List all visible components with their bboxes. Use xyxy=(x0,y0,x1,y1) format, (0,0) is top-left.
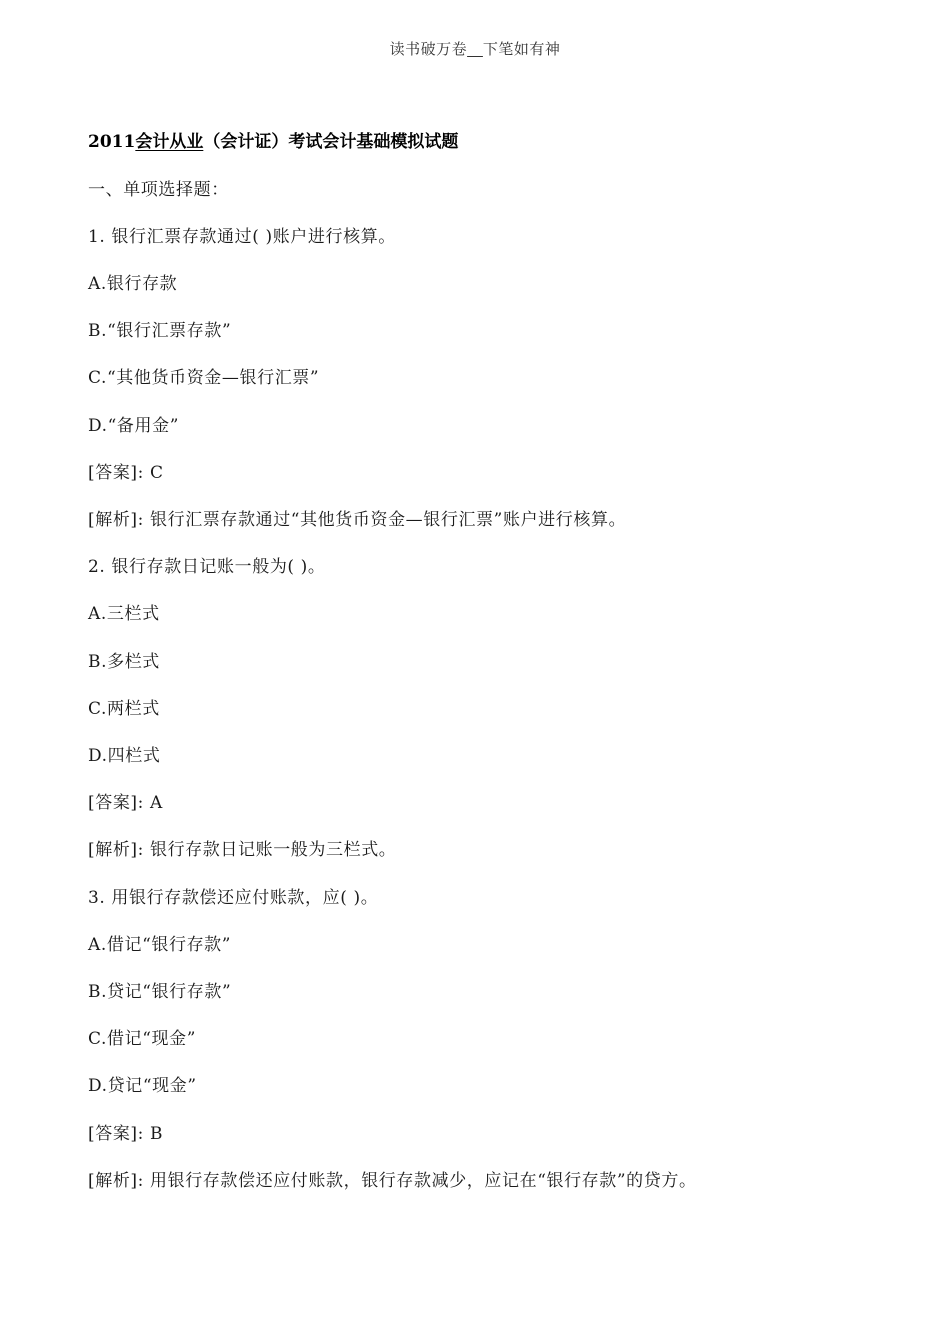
question-stem: 2. 银行存款日记账一般为( )。 xyxy=(88,557,326,577)
option-b: B.多栏式 xyxy=(88,652,160,672)
question-stem: 3. 用银行存款偿还应付账款，应( )。 xyxy=(88,888,379,908)
section-heading: 一、单项选择题： xyxy=(88,180,229,200)
answer: [答案]: A xyxy=(88,793,163,813)
option-c: C.两栏式 xyxy=(88,699,160,719)
page-header xyxy=(0,38,950,59)
header-motto-part2: 下笔如有神 xyxy=(482,40,561,58)
analysis: [解析]: 银行存款日记账一般为三栏式。 xyxy=(88,840,397,860)
header-motto-part1: 读书破万卷 xyxy=(389,40,468,58)
answer: [答案]: C xyxy=(88,463,164,483)
option-c: C.借记“现金” xyxy=(88,1029,196,1049)
option-d: D.四栏式 xyxy=(88,746,161,766)
title-link[interactable]: 会计从业 xyxy=(135,132,204,152)
option-b: B.贷记“银行存款” xyxy=(88,982,232,1002)
option-a: A.银行存款 xyxy=(88,274,178,294)
option-d: D.“备用金” xyxy=(88,416,180,436)
header-separator xyxy=(467,40,483,58)
title-year: 2011 xyxy=(88,132,136,152)
option-b: B.“银行汇票存款” xyxy=(88,321,232,341)
analysis: [解析]: 用银行存款偿还应付账款，银行存款减少，应记在“银行存款”的贷方。 xyxy=(88,1171,697,1191)
analysis: [解析]: 银行汇票存款通过“其他货币资金—银行汇票”账户进行核算。 xyxy=(88,510,627,530)
option-d: D.贷记“现金” xyxy=(88,1076,197,1096)
option-c: C.“其他货币资金—银行汇票” xyxy=(88,368,320,388)
answer: [答案]: B xyxy=(88,1124,164,1144)
question-stem: 1. 银行汇票存款通过( )账户进行核算。 xyxy=(88,227,396,247)
document-title xyxy=(88,127,458,152)
title-rest: （会计证）考试会计基础模拟试题 xyxy=(203,132,459,152)
option-a: A.借记“银行存款” xyxy=(88,935,232,955)
option-a: A.三栏式 xyxy=(88,604,160,624)
